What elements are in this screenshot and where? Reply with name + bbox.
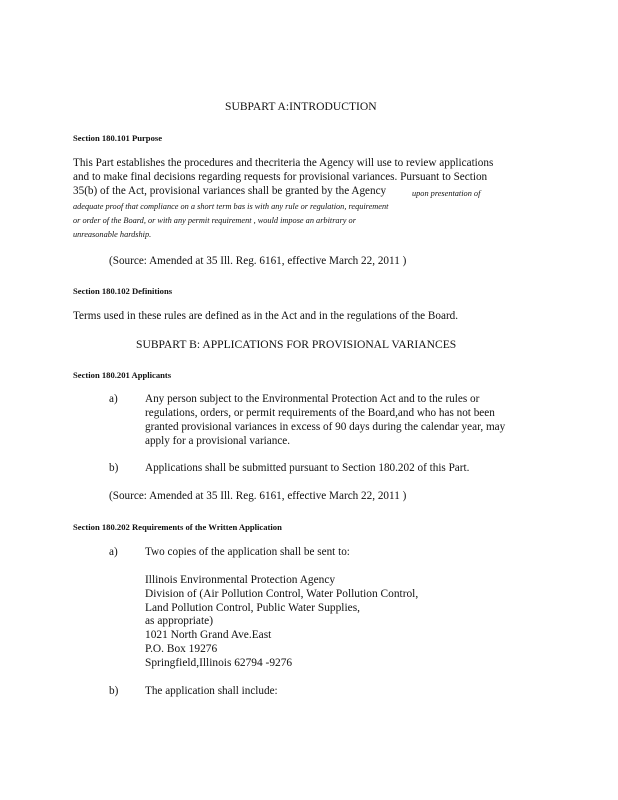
address-line-2: Division of (Air Pollution Control, Water Pollution Control, (145, 588, 419, 600)
applicants-a-line-1: Any person subject to the Environmental Protection Act and to the rules or (145, 393, 480, 405)
source-note-180-101: (Source: Amended at 35 Ill. Reg. 6161, effective March 22, 2011 ) (109, 255, 407, 267)
address-line-4: as appropriate) (145, 615, 213, 627)
applicants-b-label: b) (109, 462, 119, 474)
applicants-a-label: a) (109, 393, 118, 405)
purpose-italic-line-2: or order of the Board, or with any permit requirement , would impose an arbitrary or (73, 216, 356, 225)
requirements-a-text: Two copies of the application shall be sent to: (145, 546, 350, 558)
applicants-a-line-2: regulations, orders, or permit requirements of the Board,and who has not been (145, 407, 495, 419)
section-180-201-heading: Section 180.201 Applicants (73, 370, 172, 380)
purpose-line-3: 35(b) of the Act, provisional variances shall be granted by the Agency (73, 185, 387, 197)
section-180-202-heading: Section 180.202 Requirements of the Written Application (73, 522, 282, 532)
address-line-3: Land Pollution Control, Public Water Supplies, (145, 602, 360, 614)
applicants-a-line-4: apply for a provisional variance. (145, 435, 291, 447)
section-180-102-heading: Section 180.102 Definitions (73, 286, 173, 296)
requirements-b-text: The application shall include: (145, 685, 278, 697)
purpose-italic-line-1: adequate proof that compliance on a short term bas is with any rule or regulation, requirement (73, 202, 389, 211)
subpart-b-title: SUBPART B: APPLICATIONS FOR PROVISIONAL VARIANCES (136, 338, 457, 351)
definitions-text: Terms used in these rules are defined as in the Act and in the regulations of the Board. (73, 310, 459, 322)
address-line-1: Illinois Environmental Protection Agency (145, 574, 336, 586)
purpose-line-1: This Part establishes the procedures and thecriteria the Agency will use to review applications (73, 157, 494, 169)
address-line-7: Springfield,Illinois 62794 -9276 (145, 657, 293, 669)
applicants-b-text: Applications shall be submitted pursuant to Section 180.202 of this Part. (145, 462, 470, 474)
purpose-line-2: and to make final decisions regarding requests for provisional variances. Pursuant to Section (73, 171, 488, 183)
requirements-b-label: b) (109, 685, 119, 697)
requirements-a-label: a) (109, 546, 118, 558)
source-note-180-201: (Source: Amended at 35 Ill. Reg. 6161, effective March 22, 2011 ) (109, 490, 407, 502)
address-line-6: P.O. Box 19276 (145, 643, 218, 655)
purpose-italic-line-3: unreasonable hardship. (73, 230, 152, 239)
section-180-101-heading: Section 180.101 Purpose (73, 133, 163, 143)
purpose-line-3-italic: upon presentation of (412, 189, 481, 198)
applicants-a-line-3: granted provisional variances in excess of 90 days during the calendar year, may (145, 421, 506, 433)
subpart-a-title: SUBPART A:INTRODUCTION (225, 100, 377, 113)
address-line-5: 1021 North Grand Ave.East (145, 629, 272, 641)
